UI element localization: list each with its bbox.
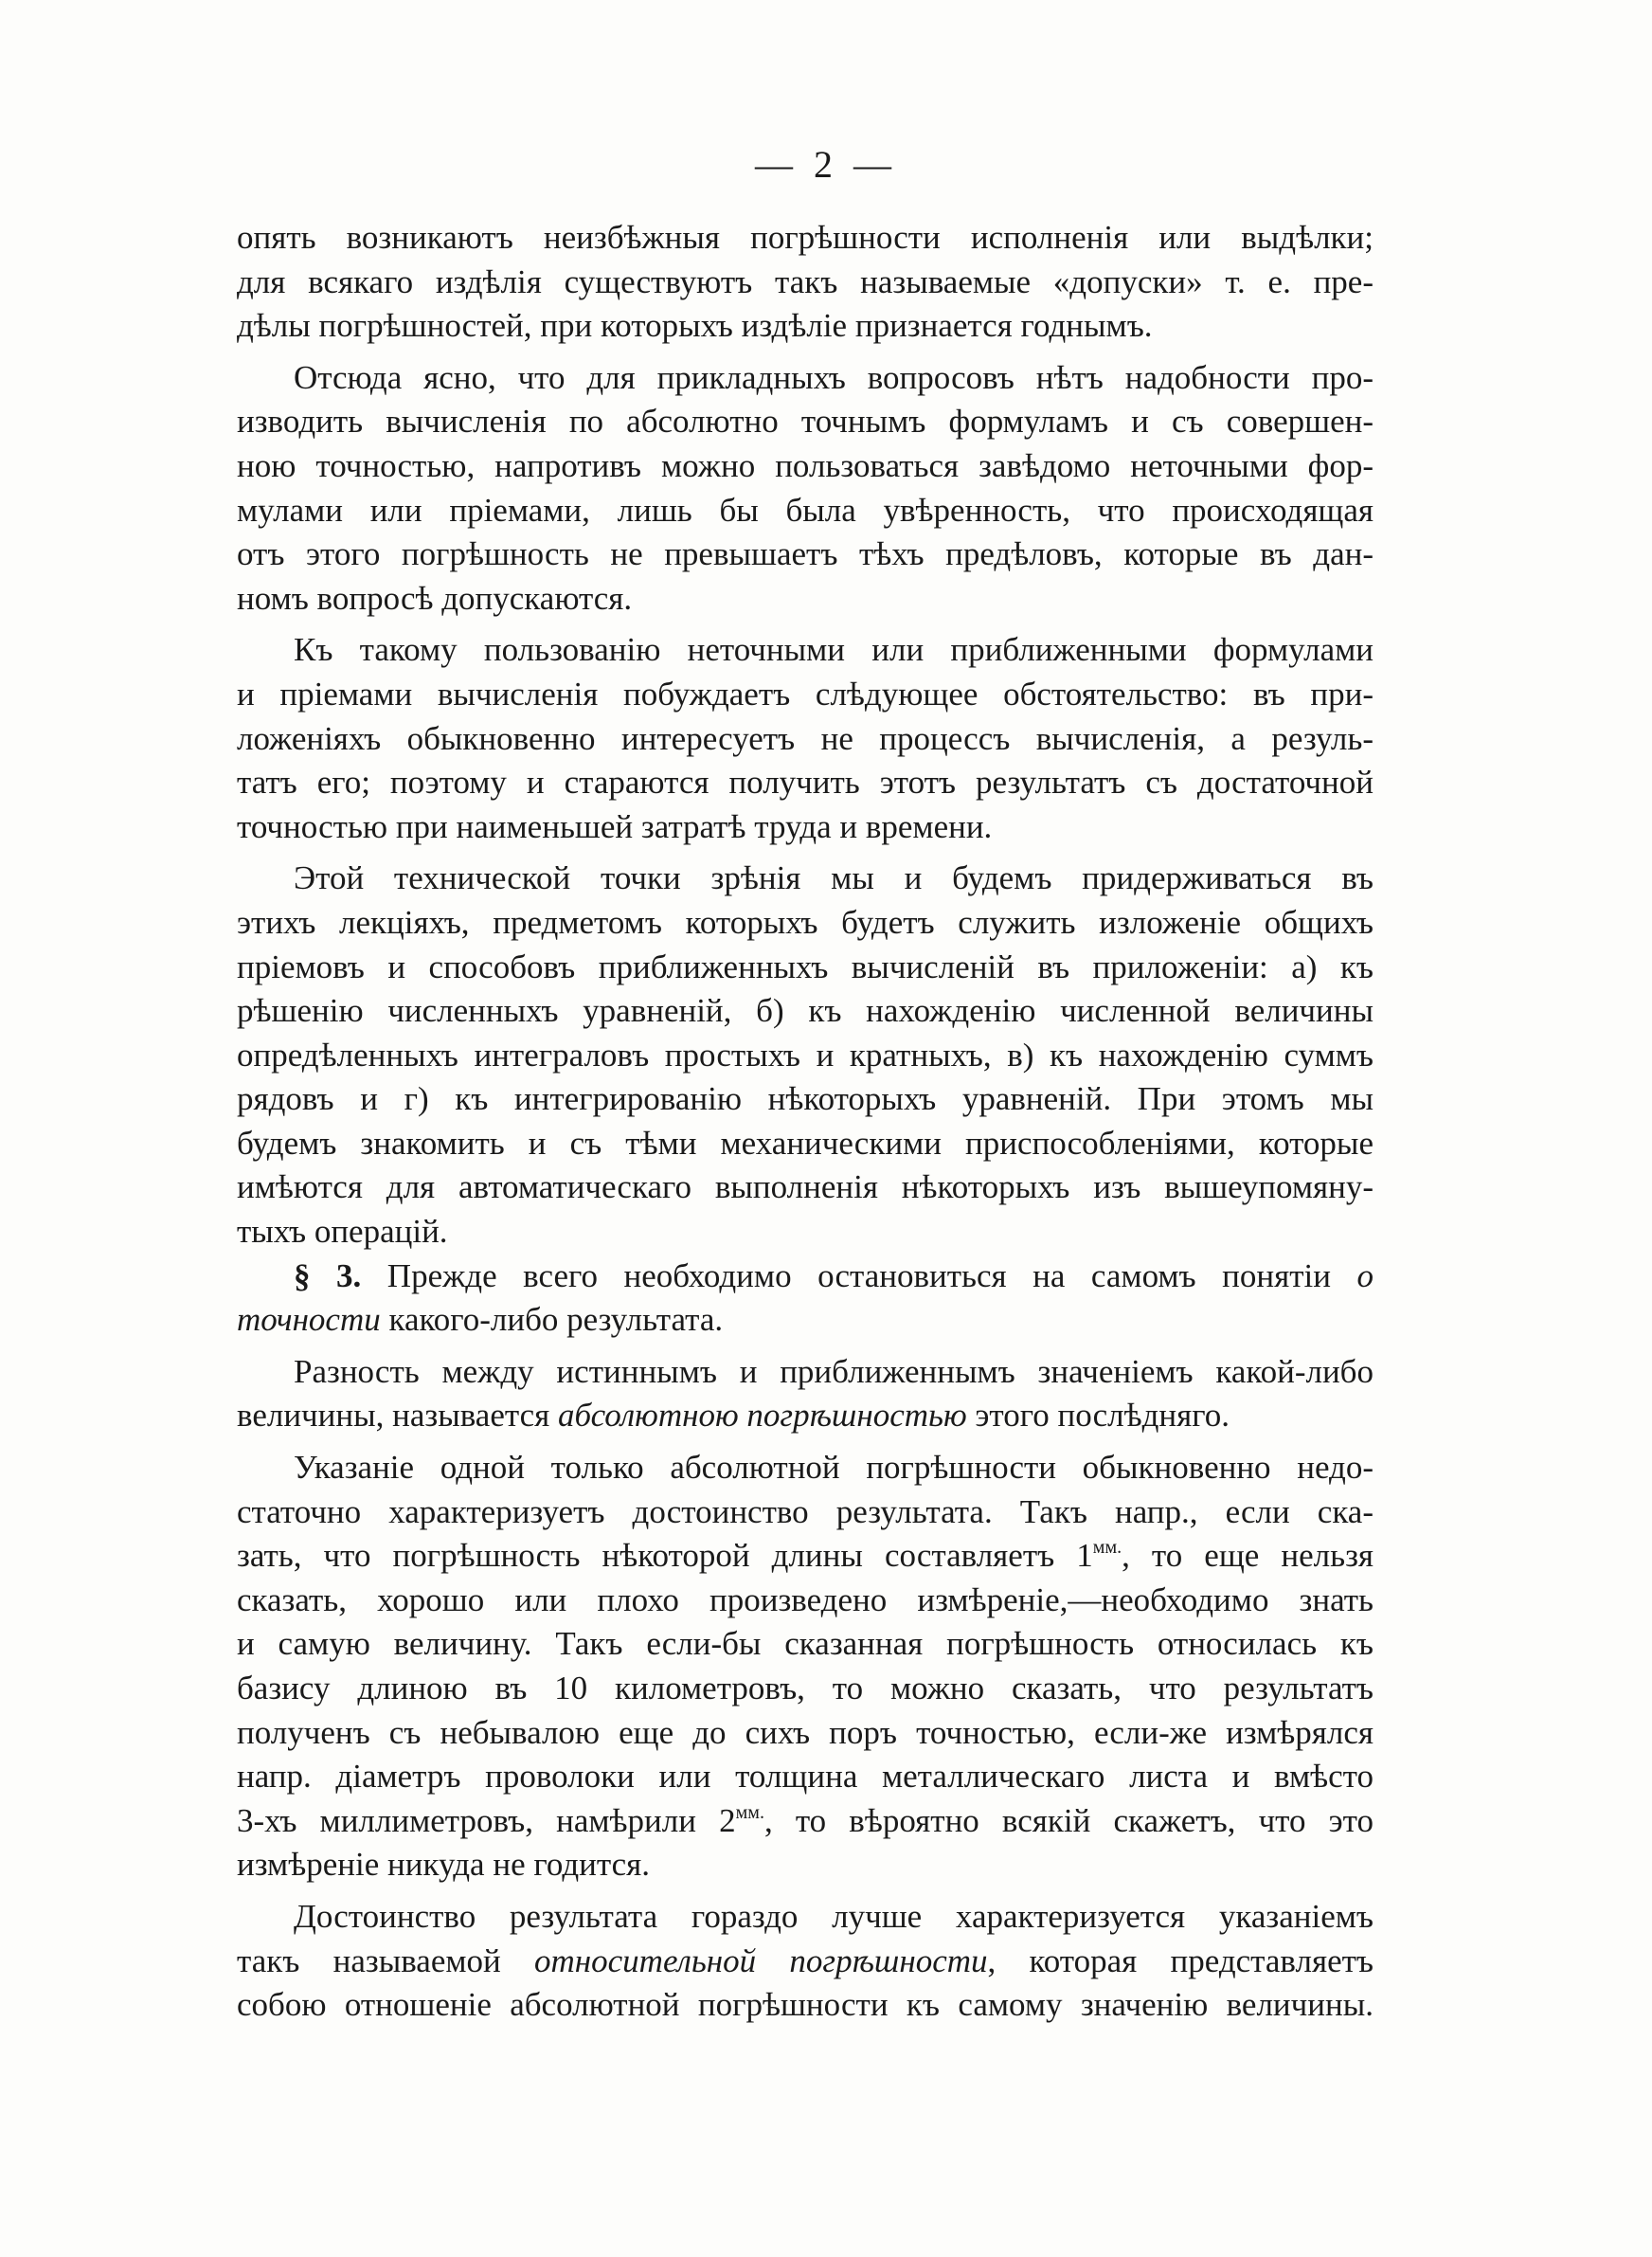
text-run: величины, называется	[237, 1397, 558, 1435]
text-line: изводить вычисленія по абсолютно точнымъ формуламъ и съ совершен-	[237, 403, 1374, 441]
text-line: Отсюда ясно, что для прикладныхъ вопросовъ нѣтъ надобности про-	[294, 358, 1374, 396]
body-text	[237, 216, 1374, 2028]
text-line: этихъ лекціяхъ, предметомъ которыхъ будетъ служить изложеніе общихъ	[237, 903, 1374, 941]
text-line: опредѣленныхъ интеграловъ простыхъ и кратныхъ, в) къ нахожденію суммъ	[237, 1036, 1374, 1074]
text-line	[237, 1394, 1374, 1438]
text-line	[237, 1255, 1374, 1299]
paragraph	[237, 628, 1374, 849]
text-line: Этой технической точки зрѣнія мы и будемъ придерживаться въ	[294, 859, 1374, 897]
text-line: и самую величину. Такъ если-бы сказанная погрѣшность относилась къ	[237, 1625, 1374, 1663]
text-line	[237, 1799, 1374, 1844]
text-line: отъ этого погрѣшность не превышаетъ тѣхъ предѣловъ, которые въ дан-	[237, 535, 1374, 573]
text-line: измѣреніе никуда не годится.	[237, 1846, 650, 1884]
text-line: дѣлы погрѣшностей, при которыхъ издѣліе признается годнымъ.	[237, 307, 1153, 345]
text-line: Указаніе одной только абсолютной погрѣшности обыкновенно недо-	[294, 1449, 1374, 1487]
paragraph	[237, 1350, 1374, 1438]
paragraph-section-3	[237, 1255, 1374, 1343]
text-line: опять возникаютъ неизбѣжныя погрѣшности исполненія или выдѣлки;	[237, 219, 1374, 256]
italic-run: точности	[237, 1301, 381, 1339]
italic-run: абсолютною погрѣшностью	[557, 1397, 967, 1435]
text-line: пріемовъ и способовъ приближенныхъ вычисленій въ приложеніи: а) къ	[237, 948, 1374, 985]
text-line	[237, 1534, 1374, 1579]
text-line	[237, 1940, 1374, 1984]
text-run: такъ называемой	[237, 1941, 534, 1979]
paragraph	[237, 1895, 1374, 2028]
text-line: тыхъ операцій.	[237, 1213, 448, 1251]
text-line	[237, 1298, 1374, 1343]
text-line: Достоинство результата гораздо лучше характеризуется указаніемъ	[294, 1897, 1374, 1935]
text-line: полученъ съ небывалою еще до сихъ поръ точностью, если-же измѣрялся	[237, 1713, 1374, 1751]
paragraph	[237, 356, 1374, 622]
unit-superscript: мм.	[735, 1801, 764, 1823]
text-line: рѣшенію численныхъ уравненій, б) къ нахожденію численной величины	[237, 992, 1374, 1030]
text-run: зать, что погрѣшность нѣкоторой длины составляетъ 1	[237, 1537, 1093, 1575]
text-run: какого-либо результата.	[380, 1301, 724, 1339]
text-line: собою отношеніе абсолютной погрѣшности къ самому значенію величины.	[237, 1986, 1374, 2024]
text-line: Къ такому пользованію неточными или приближенными формулами	[294, 631, 1374, 669]
text-line: для всякаго издѣлія существуютъ такъ называемые «допуски» т. е. пре-	[237, 262, 1374, 300]
text-line: и пріемами вычисленія побуждаетъ слѣдующее обстоятельство: въ при-	[237, 675, 1374, 713]
italic-run: относительной погрѣшности	[534, 1941, 988, 1979]
text-line: базису длиною въ 10 километровъ, то можно сказать, что результатъ	[237, 1670, 1374, 1706]
paragraph	[237, 1446, 1374, 1887]
text-line: Разность между истиннымъ и приближеннымъ значеніемъ какой-либо	[294, 1352, 1374, 1390]
text-line: номъ вопросѣ допускаются.	[237, 579, 633, 617]
paragraph	[237, 216, 1374, 349]
text-line: напр. діаметръ проволоки или толщина металлическаго листа и вмѣсто	[237, 1758, 1374, 1796]
text-line: мулами или пріемами, лишь бы была увѣренность, что происходящая	[237, 491, 1374, 529]
text-line: татъ его; поэтому и стараются получить этотъ результатъ съ достаточной	[237, 764, 1374, 802]
text-run: , то еще нельзя	[1122, 1537, 1374, 1575]
text-line: будемъ знакомить и съ тѣми механическими приспособленіями, которые	[237, 1124, 1374, 1162]
text-line: сказать, хорошо или плохо произведено измѣреніе,—необходимо знать	[237, 1580, 1374, 1618]
text-run: этого послѣдняго.	[966, 1397, 1230, 1435]
text-line: рядовъ и г) къ интегрированію нѣкоторыхъ уравненій. При этомъ мы	[237, 1080, 1374, 1118]
text-run: , то вѣроятно всякій скажетъ, что это	[763, 1801, 1374, 1839]
text-run: Прежде всего необходимо остановиться на самомъ понятіи	[361, 1256, 1357, 1294]
text-run: , которая представляетъ	[987, 1941, 1374, 1979]
page-number: — 2 —	[755, 143, 897, 186]
paragraph	[237, 857, 1374, 1254]
text-run: 3-хъ миллиметровъ, намѣрили 2	[237, 1801, 736, 1839]
unit-superscript: мм.	[1092, 1537, 1122, 1559]
text-line: статочно характеризуетъ достоинство результата. Такъ напр., если ска-	[237, 1492, 1374, 1530]
italic-run: о	[1356, 1256, 1374, 1294]
text-line: имѣются для автоматическаго выполненія нѣкоторыхъ изъ вышеупомяну-	[237, 1168, 1374, 1206]
text-line: ною точностью, напротивъ можно пользоваться завѣдомо неточными фор-	[237, 446, 1374, 484]
section-mark: § 3.	[294, 1256, 362, 1294]
text-line: ложеніяхъ обыкновенно интересуетъ не процессъ вычисленія, а резуль-	[237, 719, 1374, 757]
text-line: точностью при наименьшей затратѣ труда и времени.	[237, 807, 993, 845]
